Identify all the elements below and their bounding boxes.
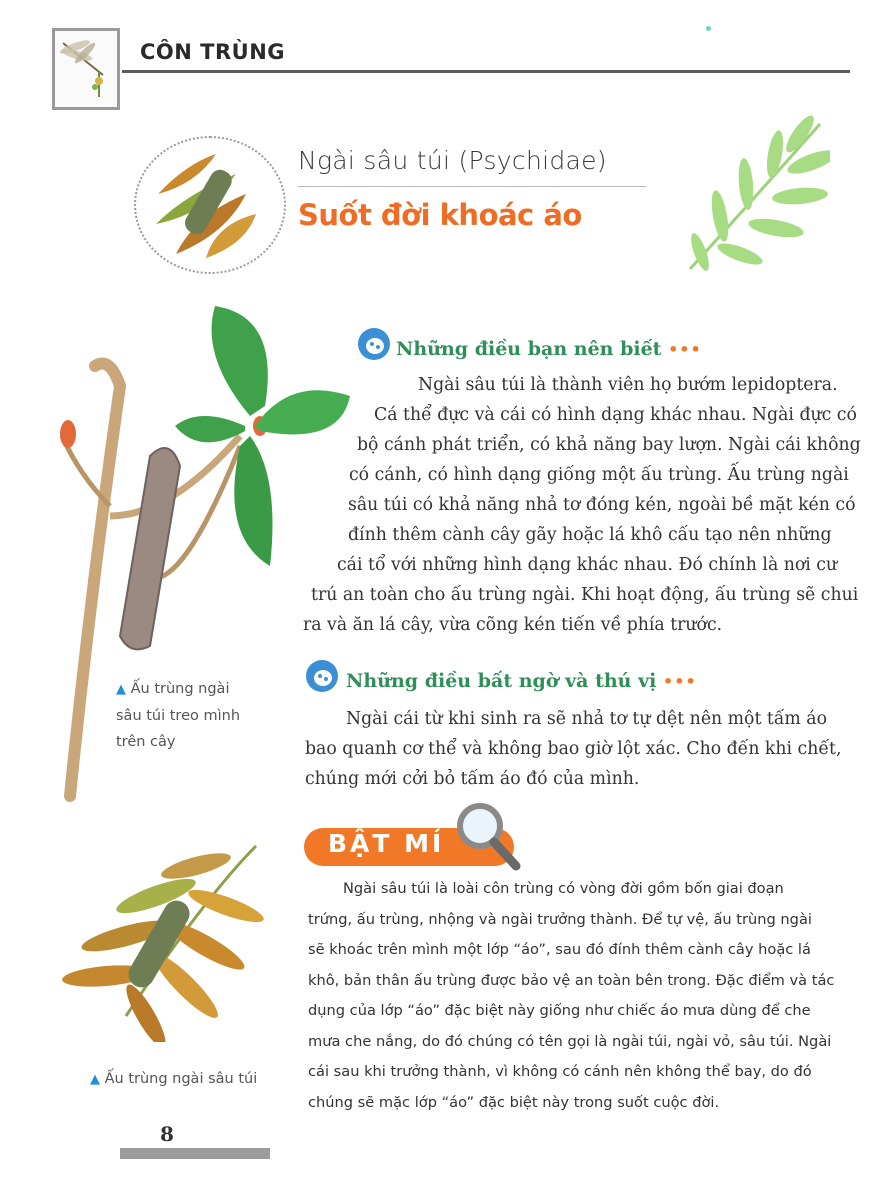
footer-bar	[120, 1148, 270, 1159]
caption-line: sâu túi treo mình	[116, 708, 241, 724]
text-line: có cánh, có hình dạng giống một ấu trùng. Ấu trùng ngài	[349, 465, 849, 485]
caption-line: Ấu trùng ngài	[130, 681, 230, 697]
text-line: Cá thể đực và cái có hình dạng khác nhau. Ngài đực có	[374, 405, 857, 425]
bagworm-leaf-image	[136, 138, 284, 272]
text-line: bao quanh cơ thể và không bao giờ lột xác. Cho đến khi chết,	[305, 739, 842, 759]
text-line: mưa che nắng, do đó chúng có tên gọi là ngài túi, ngài vỏ, sâu túi. Ngài	[308, 1032, 832, 1050]
caption-text: Ấu trùng ngài sâu túi	[104, 1071, 258, 1087]
text-line: trứng, ấu trùng, nhộng và ngài trưởng thành. Để tự vệ, ấu trùng ngài	[308, 910, 812, 928]
text-line: đính thêm cành cây gãy hoặc lá khô cấu tạo nên những	[348, 525, 832, 545]
chapter-title: CÔN TRÙNG	[140, 40, 286, 64]
text-line: chúng mới cởi bỏ tấm áo đó của mình.	[305, 769, 640, 789]
batmi-label: BẬT MÍ	[328, 829, 445, 858]
ladybug-badge-icon	[356, 326, 392, 362]
text-line: bộ cánh phát triển, có khả năng bay lượn. Ngài cái không	[357, 435, 861, 455]
heading-dots: •••	[668, 340, 702, 359]
section2-body	[0, 704, 870, 794]
text-line: trú an toàn cho ấu trùng ngài. Khi hoạt động, ấu trùng sẽ chui	[311, 585, 859, 605]
caption-line: trên cây	[116, 734, 176, 750]
page-number: 8	[160, 1122, 174, 1146]
title-divider	[298, 186, 646, 187]
section1-body	[0, 370, 870, 640]
text-line: chúng sẽ mặc lớp “áo” đặc biệt này trong suốt cuộc đời.	[308, 1093, 720, 1111]
text-line: Ngài sâu túi là thành viên họ bướm lepidoptera.	[418, 375, 838, 395]
fern-leaf-icon	[680, 104, 830, 274]
header-divider	[122, 70, 850, 73]
dragonfly-icon	[55, 31, 117, 107]
text-line: Ngài cái từ khi sinh ra sẽ nhả tơ tự dệt nên một tấm áo	[346, 709, 828, 729]
title-image-frame	[134, 136, 286, 274]
article-title: Suốt đời khoác áo	[298, 198, 582, 232]
caption-marker-icon: ▲	[90, 1072, 100, 1087]
section-heading-text: Những điều bất ngờ và thú vị	[346, 670, 657, 692]
section-heading-surprise	[346, 670, 697, 692]
chapter-logo	[52, 28, 120, 110]
caption-marker-icon: ▲	[116, 682, 126, 697]
heading-dots: •••	[662, 672, 697, 691]
article-subtitle: Ngài sâu túi (Psychidae)	[298, 146, 607, 175]
batmi-body	[0, 874, 870, 1118]
text-line: sâu túi có khả năng nhả tơ đóng kén, ngoài bề mặt kén có	[348, 495, 856, 515]
text-line: Ngài sâu túi là loài côn trùng có vòng đời gồm bốn giai đoạn	[343, 880, 784, 897]
ladybug-badge-icon	[304, 658, 340, 694]
text-line: dụng của lớp “áo” đặc biệt này giống như chiếc áo mưa dùng để che	[308, 1002, 811, 1019]
magnifier-icon	[452, 798, 524, 874]
section-heading-know	[396, 338, 702, 360]
text-line: cái tổ với những hình dạng khác nhau. Đó chính là nơi cư	[337, 555, 838, 575]
section-heading-text: Những điều bạn nên biết	[396, 338, 662, 360]
decor-dot	[706, 26, 711, 31]
text-line: khô, bản thân ấu trùng được bảo vệ an toàn bên trong. Đặc điểm và tác	[308, 971, 835, 989]
text-line: sẽ khoác trên mình một lớp “áo”, sau đó đính thêm cành cây hoặc lá	[308, 941, 811, 958]
text-line: ra và ăn lá cây, vừa cõng kén tiến về phía trước.	[303, 615, 723, 635]
text-line: cái sau khi trưởng thành, vì không có cánh nên không thể bay, do đó	[308, 1063, 812, 1080]
